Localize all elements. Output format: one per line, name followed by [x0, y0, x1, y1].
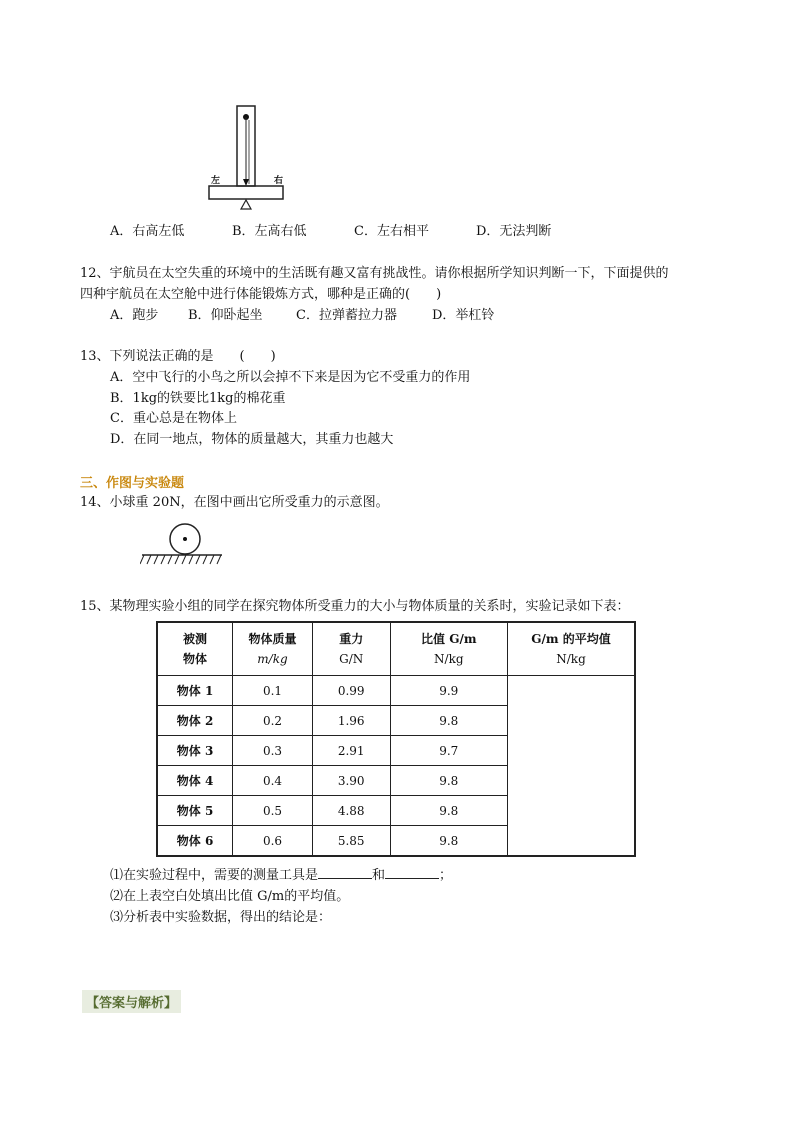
q12-option-b[interactable]: B．仰卧起坐: [188, 308, 263, 323]
q11-option-c[interactable]: C．左右相平: [354, 224, 429, 239]
header-gravity: 重力 G/N: [312, 622, 390, 676]
cell-object: 物体 6: [157, 826, 233, 857]
ball-on-ground-figure[interactable]: [140, 522, 224, 568]
lever-left-label: 左: [211, 176, 221, 186]
cell-gravity: 0.99: [312, 676, 390, 706]
q15-sub1-text: ⑴在实验过程中，需要的测量工具是: [110, 868, 319, 883]
header-object: 被测 物体: [157, 622, 233, 676]
header-mass: 物体质量 m/kg: [233, 622, 313, 676]
q15-stem: 15、某物理实验小组的同学在探究物体所受重力的大小与物体质量的关系时，实验记录如下表：: [80, 599, 630, 614]
answer-section-tag: 【答案与解析】: [82, 990, 181, 1013]
q15-sub3: ⑶分析表中实验数据，得出的结论是：: [110, 910, 332, 925]
q13-option-c[interactable]: C．重心总是在物体上: [110, 411, 237, 426]
lever-right-label: 右: [274, 176, 284, 186]
cell-mass: 0.5: [233, 796, 313, 826]
cell-gravity: 3.90: [312, 766, 390, 796]
cell-ratio: 9.9: [390, 676, 507, 706]
q13-option-b[interactable]: B．1kg的铁要比1kg的棉花重: [110, 391, 286, 406]
section-heading: 三、作图与实验题: [80, 476, 185, 491]
q15-sub1: [110, 866, 452, 886]
cell-gravity: 4.88: [312, 796, 390, 826]
tool-blank-1[interactable]: [318, 866, 372, 879]
q12-option-c[interactable]: C．拉弹蓄拉力器: [296, 308, 397, 323]
q14-stem: 14、小球重 20N，在图中画出它所受重力的示意图。: [80, 495, 389, 510]
q15-sub1-end: ；: [439, 868, 453, 883]
table-header-row: [157, 622, 635, 676]
cell-gravity: 1.96: [312, 706, 390, 736]
q11-option-b[interactable]: B．左高右低: [232, 224, 307, 239]
q12-option-d[interactable]: D．举杠铃: [432, 308, 495, 323]
q13-option-a[interactable]: A．空中飞行的小鸟之所以会掉不下来是因为它不受重力的作用: [110, 370, 471, 385]
experiment-table: [156, 621, 636, 857]
cell-mass: 0.6: [233, 826, 313, 857]
cell-mass: 0.1: [233, 676, 313, 706]
cell-ratio: 9.8: [390, 796, 507, 826]
cell-ratio: 9.8: [390, 766, 507, 796]
average-blank-cell[interactable]: [508, 676, 635, 857]
q11-option-a[interactable]: A．右高左低: [110, 224, 185, 239]
q15-sub2: ⑵在上表空白处填出比值 G/m的平均值。: [110, 889, 350, 904]
cell-mass: 0.4: [233, 766, 313, 796]
cell-object: 物体 2: [157, 706, 233, 736]
q15-sub1-and: 和: [372, 868, 386, 883]
cell-mass: 0.3: [233, 736, 313, 766]
cell-gravity: 5.85: [312, 826, 390, 857]
lever-figure: [200, 100, 300, 215]
cell-ratio: 9.8: [390, 706, 507, 736]
q13-option-d[interactable]: D．在同一地点，物体的质量越大，其重力也越大: [110, 432, 394, 447]
cell-object: 物体 1: [157, 676, 233, 706]
q12-option-a[interactable]: A．跑步: [110, 308, 159, 323]
q11-options: [110, 222, 551, 242]
header-ratio: 比值 G/m N/kg: [390, 622, 507, 676]
cell-object: 物体 4: [157, 766, 233, 796]
tool-blank-2[interactable]: [385, 866, 439, 879]
cell-object: 物体 5: [157, 796, 233, 826]
cell-gravity: 2.91: [312, 736, 390, 766]
cell-mass: 0.2: [233, 706, 313, 736]
table-row: [157, 676, 635, 706]
cell-ratio: 9.7: [390, 736, 507, 766]
q11-option-d[interactable]: D．无法判断: [476, 224, 552, 239]
q12-options: [110, 306, 494, 326]
q13-stem: 13、下列说法正确的是 ( ): [80, 349, 276, 364]
header-average: G/m 的平均值 N/kg: [508, 622, 635, 676]
cell-ratio: 9.8: [390, 826, 507, 857]
cell-object: 物体 3: [157, 736, 233, 766]
q12-stem-line1: 12、宇航员在太空失重的环境中的生活既有趣又富有挑战性。请你根据所学知识判断一下，下面提供的: [80, 266, 669, 281]
q12-stem-line2: 四种宇航员在太空舱中进行体能锻炼方式，哪种是正确的( ): [80, 287, 442, 302]
